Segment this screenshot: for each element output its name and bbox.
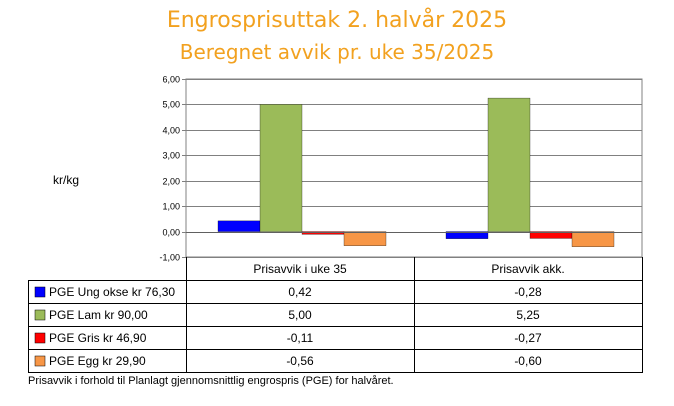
y-tick-label: 4,00 [162, 125, 180, 136]
category-label: Prisavvik i uke 35 [253, 262, 347, 276]
data-label: -0,60 [514, 354, 542, 368]
y-tick-label: 5,00 [162, 99, 180, 110]
bar [572, 232, 614, 247]
legend-swatch [35, 310, 45, 320]
data-label: -0,28 [514, 285, 542, 299]
y-tick-label: -1,00 [159, 252, 180, 263]
footnote: Prisavvik i forhold til Planlagt gjennomsnittlig engrospris (PGE) for halvåret. [28, 375, 394, 387]
y-axis-unit-label: kr/kg [53, 173, 80, 187]
bar [488, 98, 530, 232]
data-label: 0,42 [288, 285, 312, 299]
chart-title: Engrosprisuttak 2. halvår 2025 [166, 8, 508, 33]
legend-swatch [35, 356, 45, 366]
legend-entry: PGE Egg kr 29,90 [49, 354, 146, 368]
data-label: -0,11 [286, 331, 314, 345]
y-tick-label: 0,00 [162, 227, 180, 238]
data-label: 5,00 [288, 308, 312, 322]
y-tick-label: 6,00 [162, 74, 180, 85]
legend-entry: PGE Gris kr 46,90 [49, 331, 147, 345]
data-label: -0,56 [286, 354, 314, 368]
bar [344, 232, 386, 246]
bar [260, 104, 302, 231]
data-label: -0,27 [514, 331, 542, 345]
y-tick-label: 1,00 [162, 201, 180, 212]
bar [218, 221, 260, 232]
y-tick-label: 3,00 [162, 150, 180, 161]
category-label: Prisavvik akk. [491, 262, 565, 276]
legend-entry: PGE Lam kr 90,00 [49, 308, 148, 322]
legend-swatch [35, 333, 45, 343]
legend-entry: PGE Ung okse kr 76,30 [49, 285, 176, 299]
y-tick-label: 2,00 [162, 176, 180, 187]
data-label: 5,25 [516, 308, 540, 322]
legend-swatch [35, 287, 45, 297]
chart-subtitle: Beregnet avvik pr. uke 35/2025 [179, 40, 495, 64]
